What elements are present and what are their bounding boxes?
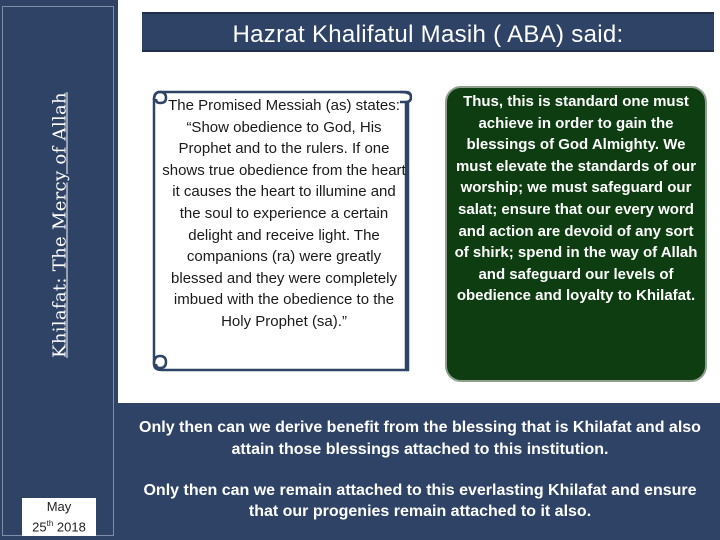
bottom-text-1: Only then can we derive benefit from the blessing that is Khilafat and also attain those blessings attached to this institution. [139,419,701,458]
date-year: 2018 [56,519,86,535]
sidebar [0,0,118,540]
bottom-text-2: Only then can we remain attached to this everlasting Khilafat and ensure that our progenies remain attached to it also. [143,482,697,520]
header-banner [142,12,714,52]
date-day: 25 [32,519,47,535]
green-card-text: Thus, this is standard one must achieve in order to gain the blessings of God Almighty. We must elevate the standards of our worship; we must safeguard our salat; ensure that our every word and action are devoid of any sort of shirk; spend in the way of Allah and safeguard our levels of obedience and loyalty to Khilafat. [454,93,698,305]
date-box [22,498,96,536]
vertical-title: Khilafat: The Mercy of Allah [49,92,71,358]
quote-text: The Promised Messiah (as) states: “Show obedience to God, His Prophet and to the rulers. If one shows true obedience from the heart it causes the heart to illumine and the soul to experience a certain delight and receive light. The companions (ra) were greatly blessed and they were completely imbued with the obedience to the Holy Prophet (sa).” [162,97,406,330]
date-suffix: th [46,519,54,528]
page-title: Hazrat Khalifatul Masih ( ABA) said: [232,21,624,48]
date-line [22,515,96,535]
date-month: May [46,499,72,514]
